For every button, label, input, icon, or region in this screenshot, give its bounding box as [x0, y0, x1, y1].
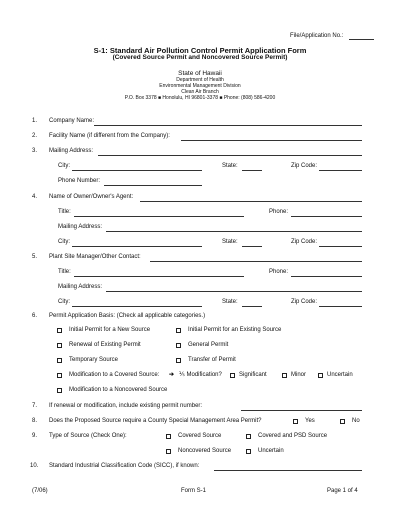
- zip-label: Zip Code:: [291, 163, 318, 169]
- yes-label: Yes: [305, 418, 315, 424]
- mailing-address-label: Mailing Address:: [58, 224, 103, 230]
- temporary-source-checkbox[interactable]: [57, 358, 62, 363]
- phone-number-label: Phone Number:: [58, 178, 101, 184]
- yes-checkbox[interactable]: [293, 419, 298, 424]
- zip-label: Zip Code:: [291, 239, 318, 245]
- mailing-address-field[interactable]: [106, 291, 362, 292]
- sma-permit-question: Does the Proposed Source require a County Special Management Area Permit?: [49, 418, 262, 424]
- no-checkbox[interactable]: [340, 419, 345, 424]
- city-field[interactable]: [72, 246, 202, 247]
- item-number: 5.: [32, 254, 38, 260]
- uncertain-source-checkbox[interactable]: [246, 449, 251, 454]
- arrow-icon: ➔: [169, 372, 175, 378]
- title-label: Title:: [58, 269, 71, 275]
- item-number: 4.: [32, 194, 38, 200]
- general-permit-label: General Permit: [188, 342, 229, 348]
- form-title: S-1: Standard Air Pollution Control Permit Application Form: [93, 46, 307, 55]
- phone-field[interactable]: [291, 276, 362, 277]
- mailing-address-label: Mailing Address:: [49, 148, 94, 154]
- temporary-source-label: Temporary Source: [69, 357, 119, 363]
- mod-covered-label: Modification to a Covered Source:: [69, 372, 160, 378]
- zip-field[interactable]: [319, 306, 362, 307]
- covered-source-label: Covered Source: [178, 433, 222, 439]
- minor-label: Minor: [291, 372, 307, 378]
- state-field[interactable]: [242, 306, 262, 307]
- item-number: 7.: [32, 403, 38, 409]
- covered-source-checkbox[interactable]: [166, 434, 171, 439]
- item-number: 3.: [32, 148, 38, 154]
- noncovered-source-label: Noncovered Source: [178, 448, 232, 454]
- is-modification-label: ⅕ Modification?: [179, 372, 222, 378]
- mod-noncovered-label: Modification to a Noncovered Source: [69, 387, 168, 393]
- state-field[interactable]: [242, 246, 262, 247]
- title-field[interactable]: [74, 276, 244, 277]
- general-permit-checkbox[interactable]: [176, 343, 181, 348]
- state-field[interactable]: [242, 170, 262, 171]
- title-label: Title:: [58, 209, 71, 215]
- owner-field[interactable]: [140, 201, 362, 202]
- initial-existing-label: Initial Permit for an Existing Source: [188, 327, 282, 333]
- city-label: City:: [58, 239, 70, 245]
- significant-checkbox[interactable]: [230, 373, 235, 378]
- company-name-field[interactable]: [94, 125, 362, 126]
- covered-psd-checkbox[interactable]: [246, 434, 251, 439]
- zip-field[interactable]: [319, 170, 362, 171]
- state-name: State of Hawaii: [178, 70, 222, 77]
- source-type-label: Type of Source (Check One):: [49, 433, 127, 439]
- existing-permit-label: If renewal or modification, include existing permit number:: [49, 403, 203, 409]
- site-manager-label: Plant Site Manager/Other Contact:: [49, 254, 141, 260]
- phone-label: Phone:: [269, 209, 289, 215]
- city-label: City:: [58, 299, 70, 305]
- renewal-label: Renewal of Existing Permit: [69, 342, 141, 348]
- department: Department of Health: [176, 77, 224, 83]
- transfer-permit-label: Transfer of Permit: [188, 357, 236, 363]
- form-subtitle: (Covered Source Permit and Noncovered Source Permit): [112, 54, 288, 61]
- covered-psd-label: Covered and PSD Source: [258, 433, 328, 439]
- existing-permit-field[interactable]: [241, 410, 362, 411]
- noncovered-source-checkbox[interactable]: [166, 449, 171, 454]
- contact-address: P.O. Box 3378 ■ Honolulu, HI 96801-3378 ■ Phone: (808) 586-4200: [124, 95, 276, 101]
- division: Environmental Management Division: [159, 83, 241, 89]
- item-number: 8.: [32, 418, 38, 424]
- item-number: 2.: [32, 133, 38, 139]
- city-field[interactable]: [72, 170, 202, 171]
- phone-field[interactable]: [291, 216, 362, 217]
- site-manager-field[interactable]: [150, 261, 362, 262]
- minor-checkbox[interactable]: [282, 373, 287, 378]
- phone-label: Phone:: [269, 269, 289, 275]
- mod-covered-checkbox[interactable]: [57, 373, 62, 378]
- mailing-address-label: Mailing Address:: [58, 284, 103, 290]
- city-label: City:: [58, 163, 70, 169]
- no-label: No: [352, 418, 360, 424]
- company-name-label: Company Name:: [49, 118, 95, 124]
- renewal-checkbox[interactable]: [57, 343, 62, 348]
- zip-field[interactable]: [319, 246, 362, 247]
- file-no-label: File/Application No.:: [290, 33, 344, 39]
- city-field[interactable]: [72, 306, 202, 307]
- title-field[interactable]: [74, 216, 244, 217]
- form-name: Form S-1: [181, 488, 207, 494]
- sicc-field[interactable]: [214, 470, 362, 471]
- initial-new-label: Initial Permit for a New Source: [69, 327, 151, 333]
- state-label: State:: [222, 163, 238, 169]
- mod-noncovered-checkbox[interactable]: [57, 388, 62, 393]
- zip-label: Zip Code:: [291, 299, 318, 305]
- transfer-permit-checkbox[interactable]: [176, 358, 181, 363]
- initial-new-checkbox[interactable]: [57, 328, 62, 333]
- phone-number-field[interactable]: [104, 185, 202, 186]
- item-number: 10.: [30, 463, 39, 469]
- item-number: 9.: [32, 433, 38, 439]
- branch: Clean Air Branch: [181, 89, 219, 95]
- sicc-label: Standard Industrial Classification Code (SICC), if known:: [49, 463, 200, 469]
- basis-label: Permit Application Basis: (Check all applicable categories.): [49, 313, 206, 319]
- state-label: State:: [222, 239, 238, 245]
- uncertain-checkbox[interactable]: [318, 373, 323, 378]
- initial-existing-checkbox[interactable]: [176, 328, 181, 333]
- uncertain-source-label: Uncertain: [258, 448, 284, 454]
- uncertain-label: Uncertain: [327, 372, 353, 378]
- state-label: State:: [222, 299, 238, 305]
- mailing-address-field[interactable]: [106, 231, 362, 232]
- owner-label: Name of Owner/Owner's Agent:: [49, 194, 134, 200]
- significant-label: Significant: [239, 372, 267, 378]
- page-number: Page 1 of 4: [327, 488, 358, 494]
- mailing-address-field[interactable]: [98, 155, 362, 156]
- facility-name-field[interactable]: [181, 140, 362, 141]
- file-no-field[interactable]: [349, 39, 374, 40]
- revision-date: (7/06): [32, 488, 48, 494]
- facility-name-label: Facility Name (if different from the Company):: [49, 133, 170, 139]
- item-number: 6.: [32, 313, 38, 319]
- item-number: 1.: [32, 118, 38, 124]
